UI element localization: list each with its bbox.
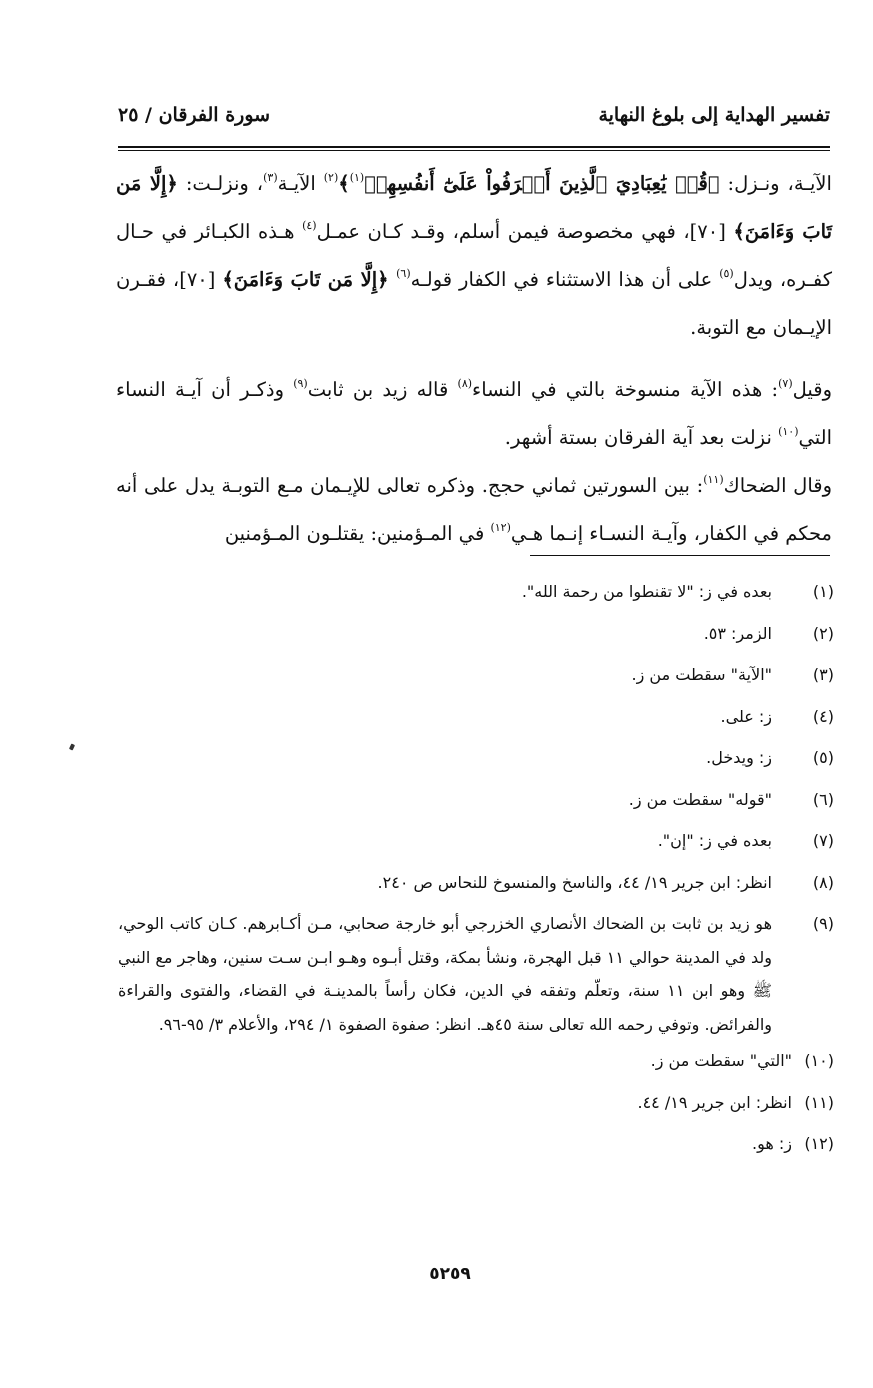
- footnote-number: (١٠): [804, 1051, 834, 1070]
- footnote-number: (٩): [812, 914, 834, 933]
- surah-label: سورة الفرقان / ٢٥: [118, 104, 271, 126]
- footnote-number: (١): [812, 582, 834, 601]
- footnote-ref[interactable]: (١): [349, 171, 365, 184]
- footnote-text: الزمر: ٥٣.: [703, 623, 772, 643]
- footnote-item: [118, 831, 834, 873]
- footnote-text: ز: هو.: [752, 1134, 792, 1153]
- footnote-number: (٣): [812, 665, 834, 684]
- footnote-number: (٨): [812, 872, 834, 892]
- footnote-item: [118, 624, 834, 666]
- quran-bracket: ﴾: [338, 172, 350, 195]
- footnote-text: انظر: ابن جرير ١٩/ ٤٤.: [637, 1092, 792, 1112]
- footnote-ref[interactable]: (٧): [778, 377, 793, 390]
- footnote-text: "التي" سقطت من ز.: [650, 1051, 792, 1070]
- footnote-item: [118, 914, 834, 1041]
- footnote-separator: [530, 555, 830, 556]
- header-rule-thin: [118, 150, 830, 151]
- footnote-text: ز: ويدخل.: [706, 748, 772, 767]
- quran-verse: ﴿قُلۡ يَٰعِبَادِيَ ٱلَّذِينَ أَسۡرَفُواْ عَلَىٰٓ أَنفُسِهِمۡ: [364, 172, 720, 195]
- footnote-text: "الآية" سقطت من ز.: [631, 665, 772, 684]
- paragraph-1: الآيـة، ونـزل: ﴿قُلۡ يَٰعِبَادِيَ ٱلَّذِينَ أَسۡرَفُواْ عَلَىٰٓ أَنفُسِهِمۡ$^{(١)}$﴾$^{(٢)}$ الآيـة$^{(٣)}$، ونزلـت: ﴿إِلَّا مَن تَابَ وَءَامَنَ﴾ [٧٠]، فهي مخصوصة فيمن أسلم، وقـد كـان عمـل$^{(٤)}$ هـذه الكبـائر في حـال كفـره، ويدل$^{(٥)}$ على أن هذا الاستثناء في الكفار قولـه$^{(٦)}$ ﴿إِلَّا مَن تَابَ وَءَامَنَ﴾ [٧٠]، فقـرن الإيـمان مع التوبة.: [116, 171, 833, 339]
- footnote-number: (٤): [812, 706, 834, 726]
- page-number: ٥٢٥٩: [429, 1264, 471, 1284]
- footnote-ref[interactable]: (١٢): [490, 521, 511, 534]
- paragraph-2: وقيل$^{(٧)}$: هذه الآية منسوخة بالتي في النساء$^{(٨)}$ قاله زيد بن ثابت$^{(٩)}$ وذكـر أن آيـة النساء التي$^{(١٠)}$ نزلت بعد آية الفرقان بستة أشهر.: [116, 377, 833, 449]
- footnote-item: [118, 665, 834, 707]
- footnote-item: [118, 790, 834, 832]
- quran-verse: ﴿إِلَّا مَن تَابَ وَءَامَنَ﴾: [116, 172, 833, 243]
- footnote-item: [118, 707, 834, 749]
- paragraph-3: وقال الضحاك$^{(١١)}$: بين السورتين ثماني حجج. وذكره تعالى للإيـمان مـع التوبـة يدل على أنه محكم في الكفار، وآيـة النسـاء إنـما هـي$^{(١٢)}$ في المـؤمنين: يقتلـون المـؤمنين: [116, 473, 832, 545]
- footnote-ref[interactable]: (٣): [263, 171, 278, 184]
- footnote-number: (١١): [804, 1092, 834, 1112]
- footnote-number: (٢): [812, 623, 834, 643]
- scan-speck: [69, 743, 75, 750]
- footnote-ref[interactable]: (٦): [396, 267, 411, 280]
- footnote-ref[interactable]: (٨): [457, 377, 473, 390]
- footnote-number: (٦): [812, 789, 834, 809]
- main-text: [116, 160, 832, 558]
- footnote-ref[interactable]: (٩): [293, 377, 308, 390]
- footnote-text: هو زيد بن ثابت بن الضحاك الأنصاري الخزرجي أبو خارجة صحابي، مـن أكـابرهم. كـان كاتب الوحي، ولد في المدينة حوالي ١١ قبل الهجرة، ونشأ بمكة، وقتل أبـوه وهـو ابـن سـت سنين، وهاجر مع النبي ﷺ وهو ابن ١١ سنة، وتعلّم وتفقه في الدين، فكان رأساً بالمدينـة في القضاء، والفتوى والقراءة والفرائض. وتوفي رحمه الله تعالى سنة ٤٥هـ. انظر: صفوة الصفوة ١/ ٢٩٤، والأعلام ٣/ ٩٥-٩٦.: [118, 914, 773, 1034]
- footnote-text: بعده في ز: "إن".: [657, 831, 772, 850]
- footnote-item: [118, 1093, 834, 1135]
- footnote-ref[interactable]: (٢): [323, 171, 339, 184]
- footnote-ref[interactable]: (٥): [719, 267, 734, 280]
- footnote-ref[interactable]: (١٠): [778, 425, 799, 438]
- footnote-item: [118, 1134, 834, 1176]
- quran-verse: ﴿إِلَّا مَن تَابَ وَءَامَنَ﴾: [222, 268, 397, 291]
- footnote-text: ز: على.: [720, 706, 772, 726]
- footnote-number: (٧): [812, 831, 834, 850]
- footnote-text: بعده في ز: "لا تقنطوا من رحمة الله".: [521, 582, 772, 601]
- footnote-text: انظر: ابن جرير ١٩/ ٤٤، والناسخ والمنسوخ للنحاس ص ٢٤٠.: [377, 872, 772, 892]
- footnote-text: "قوله" سقطت من ز.: [628, 789, 772, 809]
- footnote-item: [118, 1051, 834, 1093]
- book-title: تفسير الهداية إلى بلوغ النهاية: [598, 104, 830, 126]
- footnote-item: [118, 582, 834, 624]
- footnote-ref[interactable]: (١١): [703, 473, 724, 486]
- footnote-item: [118, 748, 834, 790]
- running-header: [118, 98, 830, 132]
- footnote-number: (١٢): [804, 1134, 834, 1153]
- footnote-number: (٥): [812, 748, 834, 767]
- footnote-ref[interactable]: (٤): [302, 219, 317, 232]
- footnotes: [118, 582, 834, 1176]
- header-rule: [118, 146, 830, 148]
